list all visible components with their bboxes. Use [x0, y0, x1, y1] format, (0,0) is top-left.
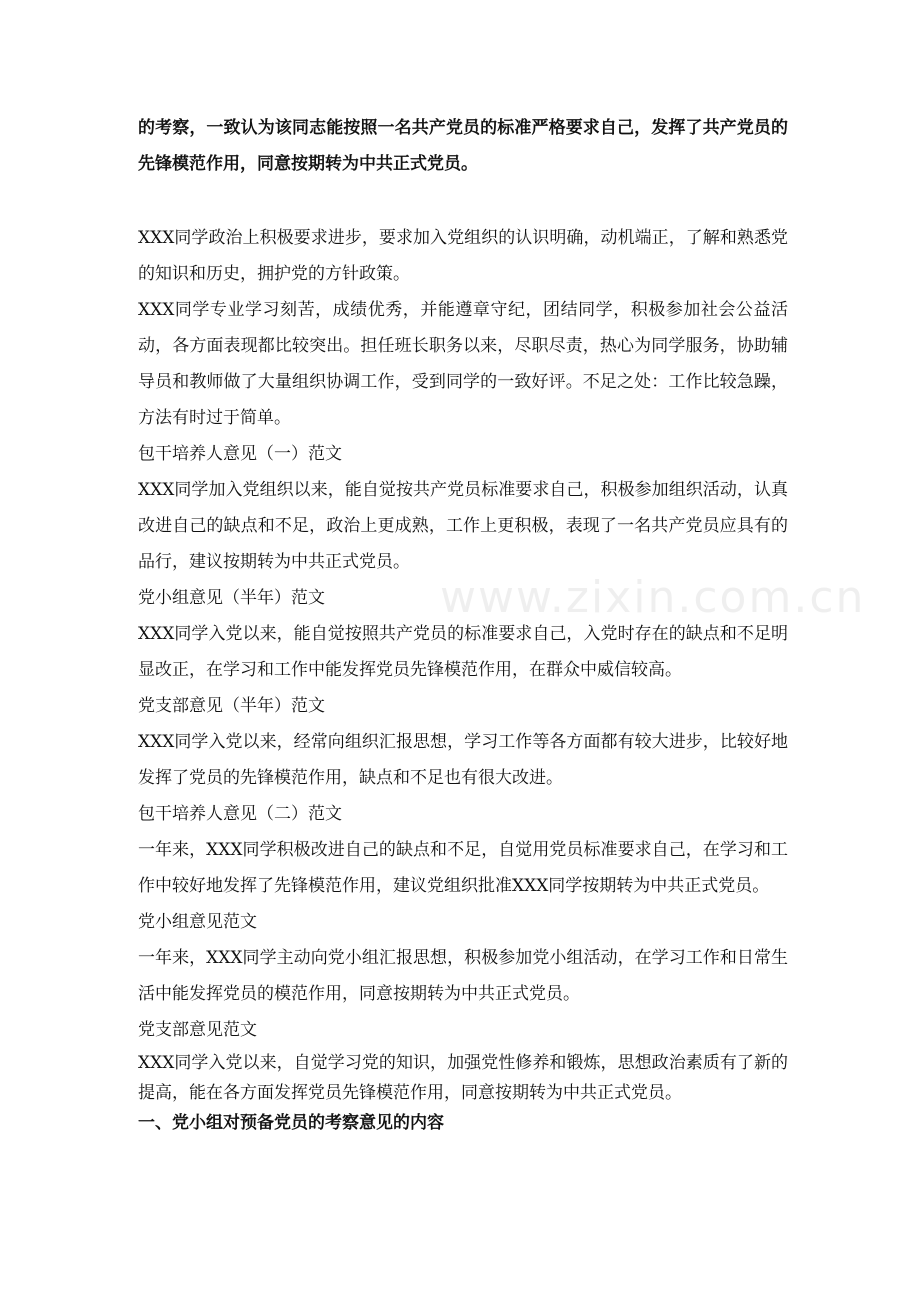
watermark-text: www.zixin.com.cn — [440, 572, 866, 623]
paragraph-branch-opinion: XXX同学入党以来，自觉学习党的知识，加强党性修养和锻炼，思想政治素质有了新的提高，能在各方面发挥党员先锋模范作用，同意按期转为中共正式党员。 — [138, 1053, 788, 1103]
section-heading-group-review: 一、党小组对预备党员的考察意见的内容 — [138, 1113, 444, 1133]
paragraph-continuation: 的考察，一致认为该同志能按照一名共产党员的标准严格要求自己，发挥了共产党员的先锋模范作用，同意按期转为中共正式党员。 — [138, 118, 788, 174]
heading-sponsor-opinion-1: 包干培养人意见（一）范文 — [138, 444, 342, 464]
paragraph-group-opinion-half-year: XXX同学入党以来，能自觉按照共产党员的标准要求自己，入党时存在的缺点和不足明显改正，在学习和工作中能发挥党员先锋模范作用，在群众中威信较高。 — [138, 624, 788, 680]
spacer — [138, 182, 788, 220]
paragraph-group-opinion: 一年来，XXX同学主动向党小组汇报思想，积极参加党小组活动，在学习工作和日常生活中能发挥党员的模范作用，同意按期转为中共正式党员。 — [138, 948, 788, 1004]
paragraph-branch-opinion-half-year: XXX同学入党以来，经常向组织汇报思想，学习工作等各方面都有较大进步，比较好地发挥了党员的先锋模范作用，缺点和不足也有很大改进。 — [138, 732, 788, 788]
heading-group-opinion: 党小组意见范文 — [138, 912, 257, 932]
heading-branch-opinion: 党支部意见范文 — [138, 1020, 257, 1040]
heading-sponsor-opinion-2: 包干培养人意见（二）范文 — [138, 804, 342, 824]
heading-group-opinion-half-year: 党小组意见（半年）范文 — [138, 588, 325, 608]
paragraph-political: XXX同学政治上积极要求进步，要求加入党组织的认识明确，动机端正，了解和熟悉党的知识和历史，拥护党的方针政策。 — [138, 228, 788, 284]
heading-branch-opinion-half-year: 党支部意见（半年）范文 — [138, 696, 325, 716]
document-body — [138, 110, 788, 1138]
paragraph-sponsor-opinion-1: XXX同学加入党组织以来，能自觉按共产党员标准要求自己，积极参加组织活动，认真改进自己的缺点和不足，政治上更成熟，工作上更积极，表现了一名共产党员应具有的品行，建议按期转为中共正式党员。 — [138, 480, 788, 572]
paragraph-study: XXX同学专业学习刻苦，成绩优秀，并能遵章守纪，团结同学，积极参加社会公益活动，各方面表现都比较突出。担任班长职务以来，尽职尽责，热心为同学服务，协助辅导员和教师做了大量组织协调工作，受到同学的一致好评。不足之处：工作比较急躁，方法有时过于简单。 — [138, 300, 788, 428]
paragraph-sponsor-opinion-2: 一年来，XXX同学积极改进自己的缺点和不足，自觉用党员标准要求自己，在学习和工作中较好地发挥了先锋模范作用，建议党组织批准XXX同学按期转为中共正式党员。 — [138, 840, 788, 896]
